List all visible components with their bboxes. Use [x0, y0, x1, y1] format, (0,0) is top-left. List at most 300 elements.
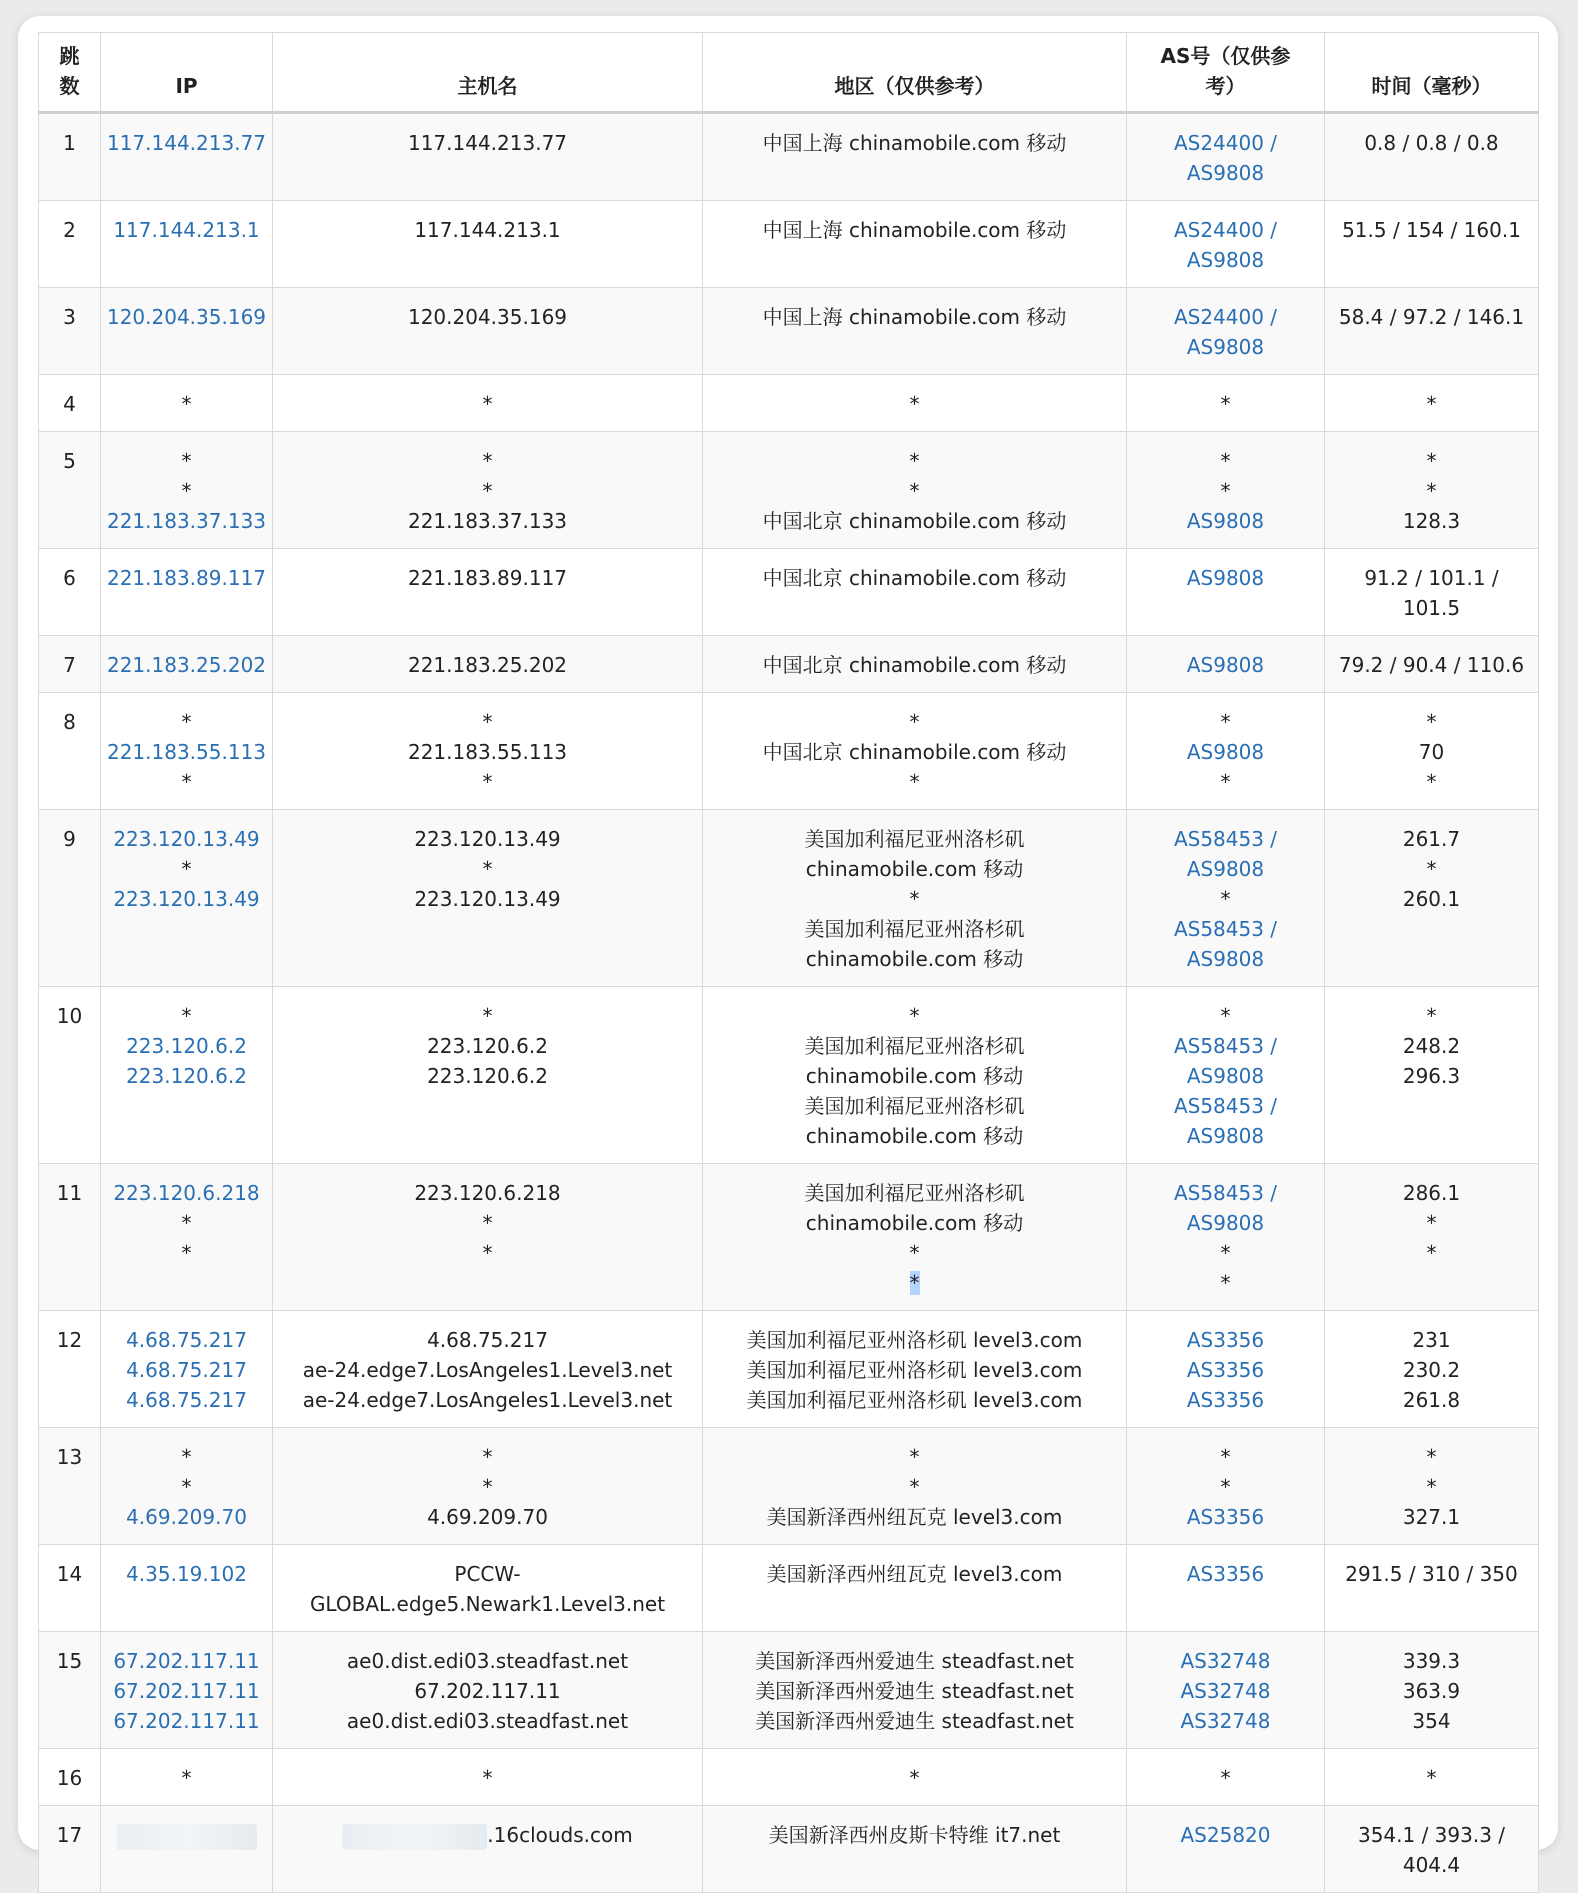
region-value: 美国新泽西州爱迪生 steadfast.net — [755, 1709, 1074, 1733]
hostname-cell — [273, 987, 703, 1164]
time-value: * — [1426, 710, 1437, 734]
hop-cell: 7 — [39, 636, 101, 693]
hop-cell: 6 — [39, 549, 101, 636]
as-cell — [1127, 693, 1325, 810]
hop-cell: 16 — [39, 1749, 101, 1806]
ip-link[interactable]: 120.204.35.169 — [106, 305, 267, 329]
region-cell — [703, 1428, 1127, 1545]
as-link[interactable]: AS24400 / — [1173, 305, 1278, 329]
time-value: 101.5 — [1402, 596, 1461, 620]
hostname-cell — [273, 432, 703, 549]
table-row — [39, 810, 1539, 987]
time-value: * — [1426, 449, 1437, 473]
hop-cell: 8 — [39, 693, 101, 810]
ip-value: * — [181, 1475, 192, 1499]
table-row — [39, 432, 1539, 549]
time-cell — [1325, 693, 1539, 810]
hop-cell: 1 — [39, 113, 101, 201]
as-value: * — [1220, 770, 1231, 794]
ip-cell — [101, 693, 273, 810]
region-value: 美国新泽西州爱迪生 steadfast.net — [755, 1679, 1074, 1703]
table-row — [39, 987, 1539, 1164]
ip-value: * — [181, 710, 192, 734]
ip-link[interactable]: 221.183.89.117 — [106, 566, 267, 590]
region-value: 中国上海 chinamobile.com 移动 — [762, 218, 1067, 242]
host-value: 120.204.35.169 — [407, 305, 568, 329]
region-cell — [703, 810, 1127, 987]
hostname-cell — [273, 1806, 703, 1893]
as-cell — [1127, 1806, 1325, 1893]
time-value: 260.1 — [1402, 887, 1461, 911]
hostname-cell — [273, 201, 703, 288]
time-value: 91.2 / 101.1 / — [1364, 566, 1499, 590]
as-value: * — [1220, 479, 1231, 503]
time-value: 286.1 — [1402, 1181, 1461, 1205]
hostname-cell — [273, 693, 703, 810]
as-link[interactable]: AS9808 — [1186, 1124, 1265, 1148]
region-value: 中国北京 chinamobile.com 移动 — [762, 566, 1067, 590]
as-cell — [1127, 636, 1325, 693]
table-row — [39, 375, 1539, 432]
region-value: 中国北京 chinamobile.com 移动 — [762, 509, 1067, 533]
table-row — [39, 201, 1539, 288]
host-value: 223.120.13.49 — [414, 827, 561, 851]
ip-link[interactable]: 4.68.75.217 — [126, 1328, 247, 1352]
table-header-row — [39, 33, 1539, 113]
ip-link[interactable]: 223.120.6.218 — [113, 1181, 260, 1205]
hostname-cell — [273, 1164, 703, 1311]
hop-cell: 12 — [39, 1311, 101, 1428]
hostname-cell — [273, 636, 703, 693]
as-link[interactable]: AS9808 — [1186, 740, 1265, 764]
ip-cell — [101, 810, 273, 987]
time-cell — [1325, 113, 1539, 201]
traceroute-table — [38, 32, 1539, 1893]
host-value: 221.183.25.202 — [407, 653, 568, 677]
region-value: * — [909, 449, 920, 473]
time-value: * — [1426, 1211, 1437, 1235]
host-value: 4.69.209.70 — [427, 1505, 548, 1529]
host-value: * — [482, 710, 493, 734]
as-cell — [1127, 432, 1325, 549]
region-cell — [703, 1311, 1127, 1428]
ip-link[interactable]: 221.183.37.133 — [106, 509, 267, 533]
time-value: 230.2 — [1402, 1358, 1461, 1382]
region-value: * — [909, 710, 920, 734]
as-link[interactable]: AS9808 — [1186, 1064, 1265, 1088]
as-value: * — [1220, 449, 1231, 473]
ip-cell — [101, 1428, 273, 1545]
time-value: 327.1 — [1402, 1505, 1461, 1529]
host-value: ae-24.edge7.LosAngeles1.Level3.net — [302, 1388, 673, 1412]
region-value: 美国加利福尼亚州洛杉矶 — [804, 917, 1025, 941]
time-value: 363.9 — [1402, 1679, 1461, 1703]
as-link[interactable]: AS58453 / — [1173, 1034, 1278, 1058]
as-link[interactable]: AS9808 — [1186, 509, 1265, 533]
hostname-cell — [273, 1632, 703, 1749]
table-row — [39, 1311, 1539, 1428]
ip-cell — [101, 432, 273, 549]
time-value: 339.3 — [1402, 1649, 1461, 1673]
ip-cell — [101, 1311, 273, 1428]
redacted-ip — [105, 1820, 268, 1850]
table-row — [39, 288, 1539, 375]
ip-link[interactable]: 4.68.75.217 — [126, 1358, 247, 1382]
as-value: * — [1220, 392, 1231, 416]
traceroute-card — [18, 16, 1558, 1877]
header-as-number: AS号（仅供参 考） — [1127, 33, 1325, 113]
as-value: * — [1220, 1445, 1231, 1469]
region-value: * — [909, 1241, 920, 1265]
hostname-cell — [273, 288, 703, 375]
as-value: * — [1220, 1766, 1231, 1790]
as-link[interactable]: AS32748 — [1180, 1649, 1271, 1673]
time-value: * — [1426, 857, 1437, 881]
hop-cell: 3 — [39, 288, 101, 375]
ip-cell — [101, 636, 273, 693]
time-cell — [1325, 987, 1539, 1164]
ip-link[interactable]: 223.120.6.2 — [126, 1064, 247, 1088]
as-cell — [1127, 1164, 1325, 1311]
as-link[interactable]: AS58453 / — [1173, 827, 1278, 851]
time-value: 0.8 / 0.8 / 0.8 — [1364, 131, 1499, 155]
time-cell — [1325, 1545, 1539, 1632]
ip-value: * — [181, 857, 192, 881]
ip-value: * — [181, 449, 192, 473]
region-value: * — [909, 887, 920, 911]
region-value: * — [909, 392, 920, 416]
host-value: 223.120.6.2 — [427, 1034, 548, 1058]
as-link[interactable]: AS9808 — [1186, 566, 1265, 590]
region-value: 美国新泽西州爱迪生 steadfast.net — [755, 1649, 1074, 1673]
hostname-cell — [273, 549, 703, 636]
host-value: 4.68.75.217 — [427, 1328, 548, 1352]
ip-link[interactable]: 4.35.19.102 — [126, 1562, 247, 1586]
region-value: 中国北京 chinamobile.com 移动 — [762, 653, 1067, 677]
as-link[interactable]: AS3356 — [1186, 1328, 1265, 1352]
as-value: * — [1220, 1271, 1231, 1295]
header-time: 时间（毫秒） — [1325, 33, 1539, 113]
time-cell — [1325, 1806, 1539, 1893]
as-cell — [1127, 113, 1325, 201]
as-link[interactable]: AS9808 — [1186, 653, 1265, 677]
host-value: 221.183.55.113 — [407, 740, 568, 764]
time-value: * — [1426, 1004, 1437, 1028]
as-cell — [1127, 549, 1325, 636]
table-row — [39, 1632, 1539, 1749]
region-cell — [703, 549, 1127, 636]
hop-cell: 10 — [39, 987, 101, 1164]
ip-value: * — [181, 1004, 192, 1028]
table-row — [39, 1428, 1539, 1545]
region-value: 美国加利福尼亚州洛杉矶 level3.com — [746, 1388, 1083, 1412]
ip-link[interactable]: 67.202.117.11 — [113, 1649, 260, 1673]
as-link[interactable]: AS9808 — [1186, 857, 1265, 881]
time-value: * — [1426, 1475, 1437, 1499]
ip-link[interactable]: 67.202.117.11 — [113, 1709, 260, 1733]
host-value: * — [482, 1241, 493, 1265]
region-value: 中国北京 chinamobile.com 移动 — [762, 740, 1067, 764]
hop-cell: 14 — [39, 1545, 101, 1632]
time-cell — [1325, 636, 1539, 693]
time-value: 261.7 — [1402, 827, 1461, 851]
as-link[interactable]: AS9808 — [1186, 947, 1265, 971]
hop-cell: 9 — [39, 810, 101, 987]
ip-link[interactable]: 223.120.13.49 — [113, 827, 260, 851]
table-row — [39, 113, 1539, 201]
region-value: * — [909, 479, 920, 503]
hostname-cell — [273, 1428, 703, 1545]
region-value: * — [909, 1445, 920, 1469]
as-value: * — [1220, 887, 1231, 911]
region-value: 中国上海 chinamobile.com 移动 — [762, 305, 1067, 329]
as-link[interactable]: AS3356 — [1186, 1388, 1265, 1412]
ip-link[interactable]: 223.120.6.2 — [126, 1034, 247, 1058]
selected-asterisk: * — [909, 1271, 920, 1295]
time-cell — [1325, 1632, 1539, 1749]
as-link[interactable]: AS58453 / — [1173, 917, 1278, 941]
time-value: 58.4 / 97.2 / 146.1 — [1338, 305, 1525, 329]
as-cell — [1127, 1749, 1325, 1806]
ip-value: * — [181, 1445, 192, 1469]
table-row — [39, 1545, 1539, 1632]
hop-cell: 4 — [39, 375, 101, 432]
host-value: * — [482, 1766, 493, 1790]
as-link[interactable]: AS32748 — [1180, 1679, 1271, 1703]
hop-cell: 2 — [39, 201, 101, 288]
time-value: 296.3 — [1402, 1064, 1461, 1088]
ip-link[interactable]: 4.69.209.70 — [126, 1505, 247, 1529]
as-link[interactable]: AS9808 — [1186, 161, 1265, 185]
as-link[interactable]: AS9808 — [1186, 248, 1265, 272]
time-cell — [1325, 1164, 1539, 1311]
ip-link[interactable]: 117.144.213.77 — [106, 131, 267, 155]
time-value: 354 — [1412, 1709, 1451, 1733]
host-value: * — [482, 479, 493, 503]
host-value: * — [482, 770, 493, 794]
region-cell — [703, 1806, 1127, 1893]
time-cell — [1325, 288, 1539, 375]
ip-value: * — [181, 479, 192, 503]
table-row — [39, 1806, 1539, 1893]
region-value: * — [909, 770, 920, 794]
time-value: * — [1426, 1241, 1437, 1265]
table-row — [39, 1749, 1539, 1806]
host-value: 117.144.213.77 — [407, 131, 568, 155]
time-value: * — [1426, 770, 1437, 794]
time-value: * — [1426, 479, 1437, 503]
time-value: 261.8 — [1402, 1388, 1461, 1412]
table-body — [39, 113, 1539, 1893]
hop-cell: 17 — [39, 1806, 101, 1893]
as-cell — [1127, 810, 1325, 987]
region-cell — [703, 288, 1127, 375]
header-region: 地区（仅供参考） — [703, 33, 1127, 113]
host-value: * — [482, 449, 493, 473]
as-link[interactable]: AS32748 — [1180, 1709, 1271, 1733]
region-value: 美国加利福尼亚州洛杉矶 level3.com — [746, 1358, 1083, 1382]
host-value: 221.183.89.117 — [407, 566, 568, 590]
host-value: 117.144.213.1 — [414, 218, 561, 242]
time-cell — [1325, 1311, 1539, 1428]
region-value: chinamobile.com 移动 — [805, 1064, 1024, 1088]
host-value: * — [482, 857, 493, 881]
as-link[interactable]: AS24400 / — [1173, 218, 1278, 242]
hostname-cell — [273, 810, 703, 987]
hop-cell: 5 — [39, 432, 101, 549]
hostname-cell — [273, 1749, 703, 1806]
as-cell — [1127, 1311, 1325, 1428]
as-cell — [1127, 987, 1325, 1164]
header-ip: IP — [101, 33, 273, 113]
as-link[interactable]: AS3356 — [1186, 1505, 1265, 1529]
as-link[interactable]: AS9808 — [1186, 335, 1265, 359]
as-value: * — [1220, 1004, 1231, 1028]
host-value: * — [482, 1211, 493, 1235]
time-value: * — [1426, 1766, 1437, 1790]
time-value: 51.5 / 154 / 160.1 — [1342, 218, 1521, 242]
region-cell — [703, 636, 1127, 693]
ip-cell — [101, 1164, 273, 1311]
time-cell — [1325, 375, 1539, 432]
hostname-cell — [273, 1545, 703, 1632]
ip-value: * — [181, 1241, 192, 1265]
region-value: * — [909, 1004, 920, 1028]
as-link[interactable]: AS58453 / — [1173, 1181, 1278, 1205]
as-link[interactable]: AS24400 / — [1173, 131, 1278, 155]
host-value: PCCW- — [454, 1562, 521, 1586]
ip-link[interactable]: 221.183.25.202 — [106, 653, 267, 677]
region-cell — [703, 113, 1127, 201]
as-link[interactable]: AS25820 — [1180, 1823, 1271, 1847]
region-value: * — [909, 1766, 920, 1790]
time-value: 291.5 / 310 / 350 — [1345, 1562, 1518, 1586]
region-cell — [703, 1164, 1127, 1311]
as-cell — [1127, 1632, 1325, 1749]
ip-value: * — [181, 392, 192, 416]
time-cell — [1325, 432, 1539, 549]
region-cell — [703, 432, 1127, 549]
redacted-hostname — [277, 1820, 698, 1850]
ip-cell — [101, 987, 273, 1164]
time-value: 128.3 — [1402, 509, 1461, 533]
time-value: 248.2 — [1402, 1034, 1461, 1058]
as-link[interactable]: AS9808 — [1186, 1211, 1265, 1235]
hop-cell: 11 — [39, 1164, 101, 1311]
host-value: ae-24.edge7.LosAngeles1.Level3.net — [302, 1358, 673, 1382]
host-value: 221.183.37.133 — [407, 509, 568, 533]
time-cell — [1325, 201, 1539, 288]
as-cell — [1127, 201, 1325, 288]
host-value: * — [482, 392, 493, 416]
region-value: 美国加利福尼亚州洛杉矶 — [804, 1094, 1025, 1118]
as-value: * — [1220, 1241, 1231, 1265]
region-cell — [703, 375, 1127, 432]
time-cell — [1325, 1428, 1539, 1545]
host-value: 223.120.6.2 — [427, 1064, 548, 1088]
ip-value: * — [181, 1211, 192, 1235]
region-value: 美国加利福尼亚州洛杉矶 — [804, 1034, 1025, 1058]
time-value: 231 — [1412, 1328, 1451, 1352]
region-value: * — [909, 1475, 920, 1499]
time-value: * — [1426, 1445, 1437, 1469]
as-value: * — [1220, 1475, 1231, 1499]
ip-link[interactable]: 67.202.117.11 — [113, 1679, 260, 1703]
ip-cell — [101, 1545, 273, 1632]
region-value: 美国加利福尼亚州洛杉矶 — [804, 1181, 1025, 1205]
header-hop: 跳 数 — [39, 33, 101, 113]
region-cell — [703, 987, 1127, 1164]
table-row — [39, 693, 1539, 810]
as-link[interactable]: AS3356 — [1186, 1562, 1265, 1586]
ip-cell — [101, 1749, 273, 1806]
table-row — [39, 549, 1539, 636]
ip-link[interactable]: 117.144.213.1 — [113, 218, 260, 242]
time-value: 354.1 / 393.3 / — [1357, 1823, 1506, 1847]
ip-value: * — [181, 1766, 192, 1790]
region-cell — [703, 201, 1127, 288]
region-value: 美国加利福尼亚州洛杉矶 — [804, 827, 1025, 851]
time-cell — [1325, 549, 1539, 636]
time-value: 404.4 — [1402, 1853, 1461, 1877]
region-value: 美国新泽西州皮斯卡特维 it7.net — [768, 1823, 1061, 1847]
host-value: ae0.dist.edi03.steadfast.net — [346, 1709, 629, 1733]
ip-cell — [101, 549, 273, 636]
time-value: 79.2 / 90.4 / 110.6 — [1338, 653, 1525, 677]
time-cell — [1325, 1749, 1539, 1806]
region-value: 美国新泽西州纽瓦克 level3.com — [766, 1562, 1063, 1586]
host-value: * — [482, 1475, 493, 1499]
host-value: 223.120.6.218 — [414, 1181, 561, 1205]
hop-cell: 13 — [39, 1428, 101, 1545]
header-hostname: 主机名 — [273, 33, 703, 113]
as-link[interactable]: AS3356 — [1186, 1358, 1265, 1382]
ip-cell — [101, 1632, 273, 1749]
region-cell — [703, 693, 1127, 810]
hostname-cell — [273, 375, 703, 432]
ip-value: * — [181, 770, 192, 794]
host-value: 223.120.13.49 — [414, 887, 561, 911]
ip-link[interactable]: 4.68.75.217 — [126, 1388, 247, 1412]
table-row — [39, 1164, 1539, 1311]
ip-cell — [101, 201, 273, 288]
time-value: 70 — [1418, 740, 1445, 764]
region-cell — [703, 1545, 1127, 1632]
region-cell — [703, 1749, 1127, 1806]
hop-cell: 15 — [39, 1632, 101, 1749]
table-row — [39, 636, 1539, 693]
host-value: * — [482, 1004, 493, 1028]
region-value: chinamobile.com 移动 — [805, 1124, 1024, 1148]
region-value: 美国加利福尼亚州洛杉矶 level3.com — [746, 1328, 1083, 1352]
as-cell — [1127, 1545, 1325, 1632]
host-value: * — [482, 1445, 493, 1469]
region-value: 中国上海 chinamobile.com 移动 — [762, 131, 1067, 155]
hostname-cell — [273, 1311, 703, 1428]
host-value: 67.202.117.11 — [414, 1679, 561, 1703]
ip-link[interactable]: 223.120.13.49 — [113, 887, 260, 911]
hostname-suffix: .16clouds.com — [487, 1823, 633, 1847]
hostname-cell — [273, 113, 703, 201]
region-value: 美国新泽西州纽瓦克 level3.com — [766, 1505, 1063, 1529]
ip-link[interactable]: 221.183.55.113 — [106, 740, 267, 764]
as-link[interactable]: AS58453 / — [1173, 1094, 1278, 1118]
as-cell — [1127, 288, 1325, 375]
time-value: * — [1426, 392, 1437, 416]
ip-cell — [101, 113, 273, 201]
ip-cell — [101, 288, 273, 375]
host-value: GLOBAL.edge5.Newark1.Level3.net — [309, 1592, 666, 1616]
